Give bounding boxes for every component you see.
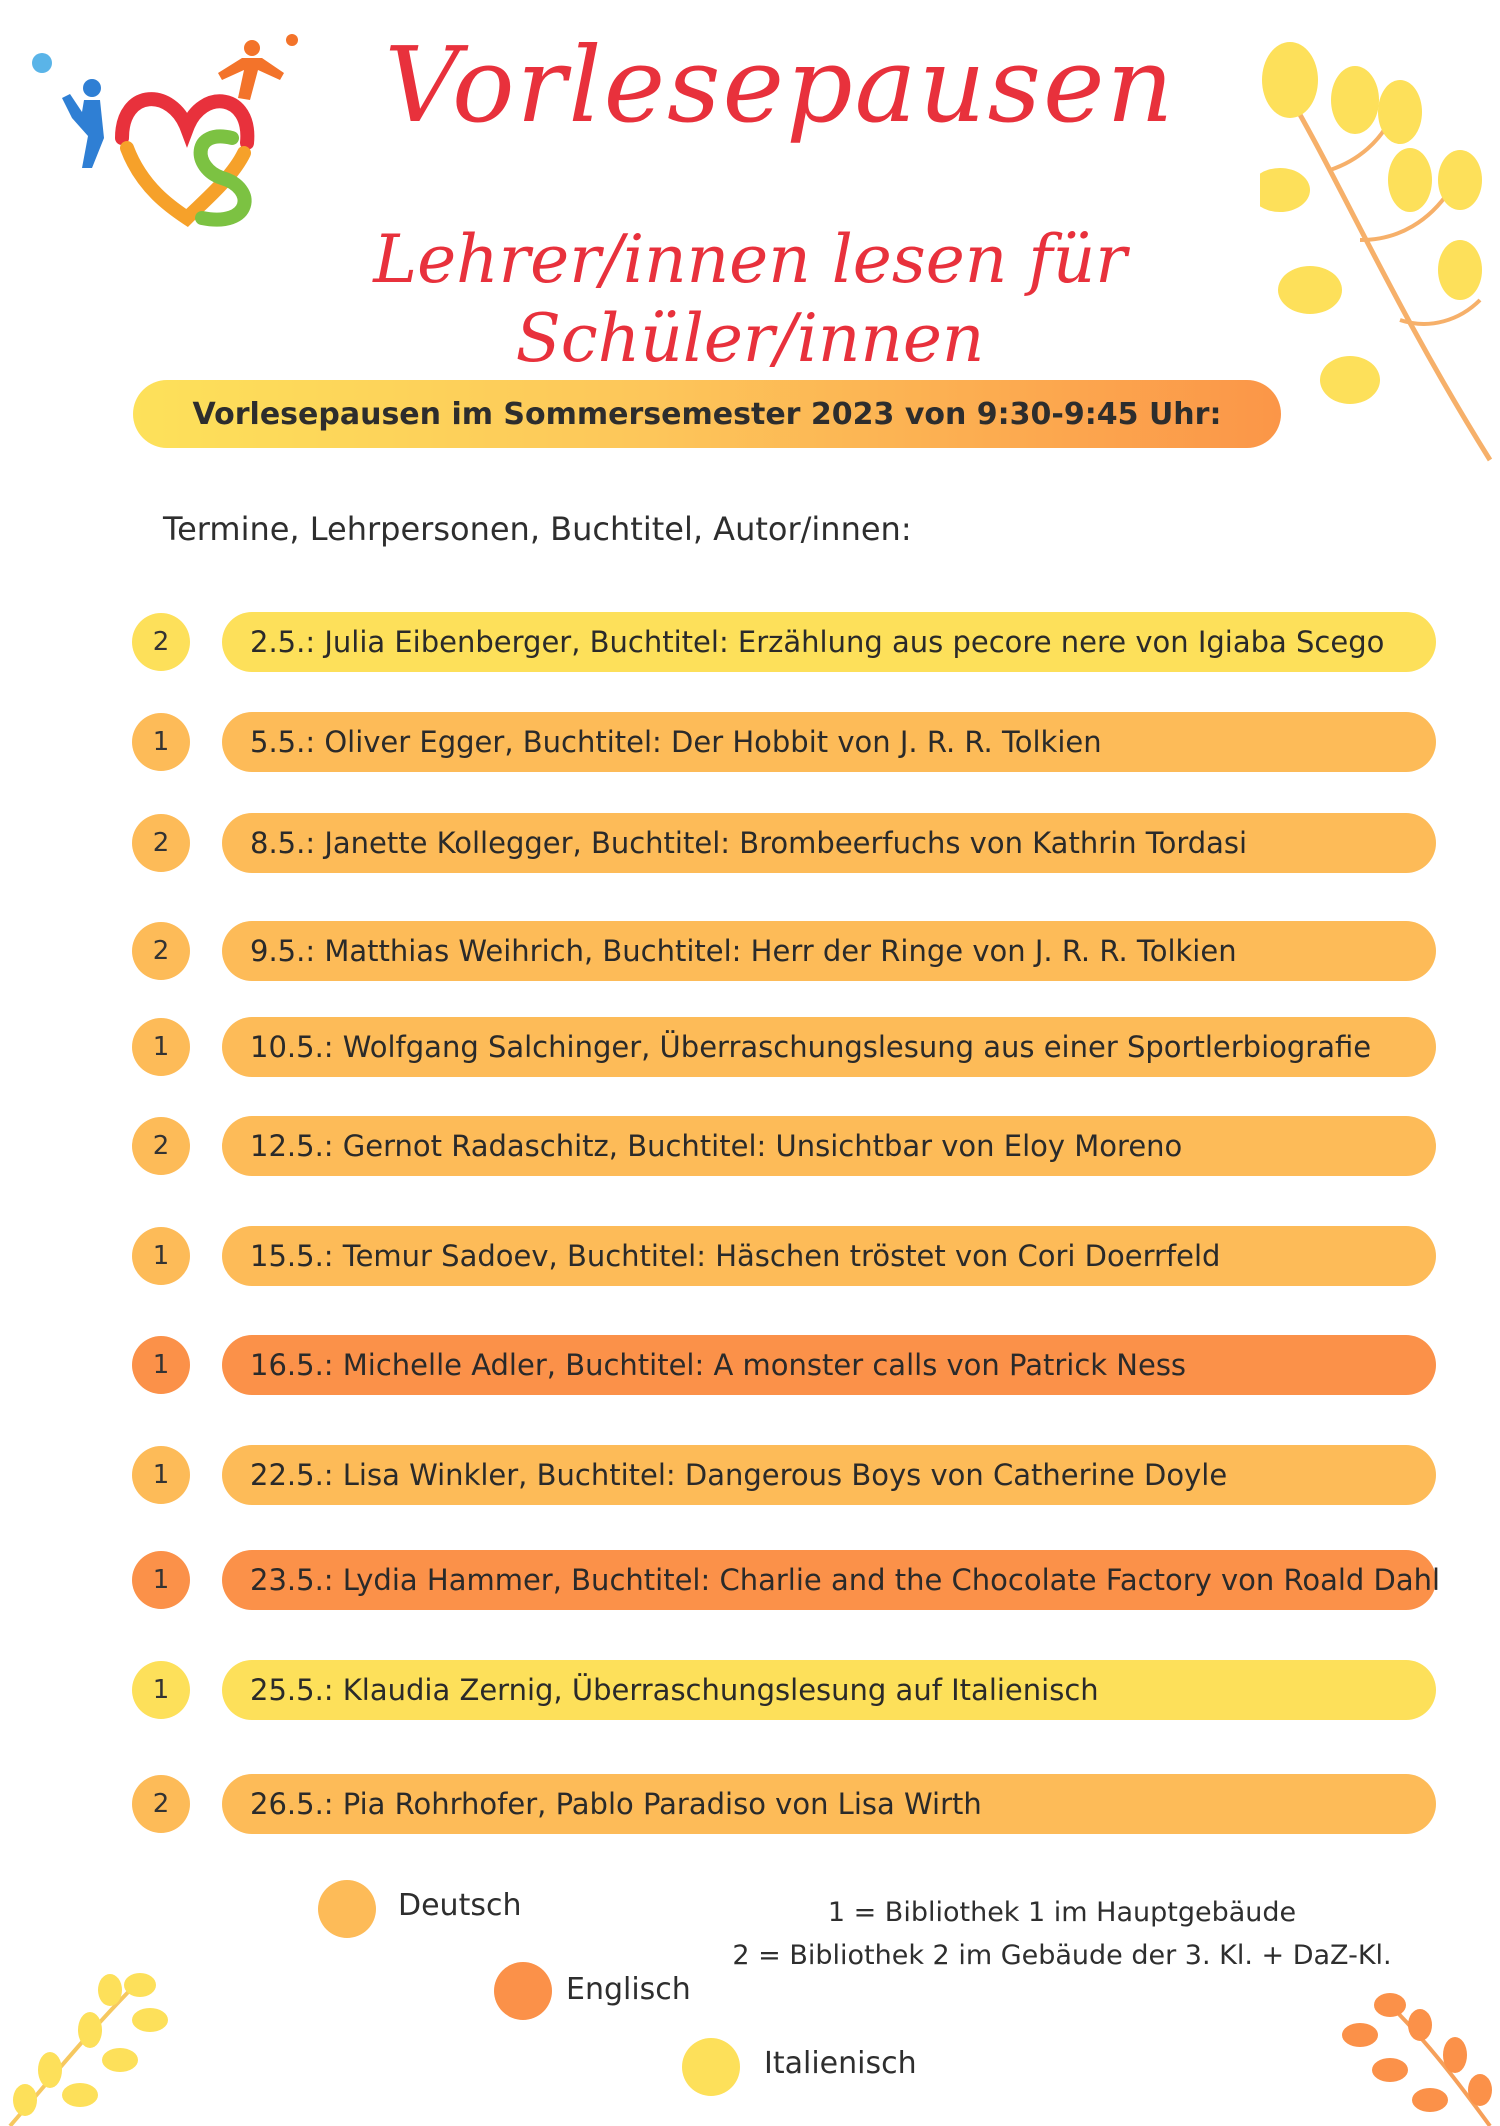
schedule-row bbox=[0, 1445, 1500, 1505]
legend-label-italienisch: Italienisch bbox=[764, 2046, 917, 2081]
library-badge: 1 bbox=[132, 1661, 190, 1719]
library-badge: 1 bbox=[132, 1018, 190, 1076]
library-badge: 2 bbox=[132, 1117, 190, 1175]
schedule-row bbox=[0, 1226, 1500, 1286]
semester-banner bbox=[133, 380, 1281, 448]
schedule-entry: 2.5.: Julia Eibenberger, Buchtitel: Erzählung aus pecore nere von Igiaba Scego bbox=[222, 612, 1436, 672]
library-badge: 2 bbox=[132, 1775, 190, 1833]
schedule-row bbox=[0, 1017, 1500, 1077]
library-badge: 1 bbox=[132, 1446, 190, 1504]
library-badge: 1 bbox=[132, 713, 190, 771]
library-badge: 1 bbox=[132, 1336, 190, 1394]
banner-text: Vorlesepausen im Sommersemester 2023 von 9:30-9:45 Uhr: bbox=[192, 396, 1222, 432]
schedule-entry: 15.5.: Temur Sadoev, Buchtitel: Häschen tröstet von Cori Doerrfeld bbox=[222, 1226, 1436, 1286]
schedule-entry: 10.5.: Wolfgang Salchinger, Überraschungslesung aus einer Sportlerbiografie bbox=[222, 1017, 1436, 1077]
schedule-row bbox=[0, 1335, 1500, 1395]
library-badge: 2 bbox=[132, 922, 190, 980]
schedule-row bbox=[0, 1550, 1500, 1610]
schedule-row bbox=[0, 612, 1500, 672]
schedule-row bbox=[0, 813, 1500, 873]
schedule-entry: 26.5.: Pia Rohrhofer, Pablo Paradiso von Lisa Wirth bbox=[222, 1774, 1436, 1834]
leaf-sprig-icon bbox=[0, 1960, 190, 2126]
schedule-row bbox=[0, 1116, 1500, 1176]
leaf-branch-icon bbox=[1260, 40, 1500, 470]
page-subtitle: Lehrer/innen lesen für Schüler/innen bbox=[373, 221, 1127, 378]
legend-label-englisch: Englisch bbox=[566, 1972, 691, 2007]
legend-dot-englisch bbox=[494, 1962, 552, 2020]
library-note-2: 2 = Bibliothek 2 im Gebäude der 3. Kl. + DaZ-Kl. bbox=[732, 1940, 1392, 1971]
schedule-row bbox=[0, 1660, 1500, 1720]
leaf-sprig-orange-icon bbox=[1330, 1985, 1500, 2126]
library-badge: 2 bbox=[132, 613, 190, 671]
schedule-entry: 12.5.: Gernot Radaschitz, Buchtitel: Unsichtbar von Eloy Moreno bbox=[222, 1116, 1436, 1176]
legend-dot-italienisch bbox=[682, 2038, 740, 2096]
schedule-row bbox=[0, 921, 1500, 981]
intro-heading: Termine, Lehrpersonen, Buchtitel, Autor/innen: bbox=[163, 510, 912, 548]
schedule-row bbox=[0, 1774, 1500, 1834]
schedule-entry: 23.5.: Lydia Hammer, Buchtitel: Charlie and the Chocolate Factory von Roald Dahl bbox=[222, 1550, 1436, 1610]
page-title: Vorlesepausen bbox=[384, 24, 1176, 146]
schedule-entry: 22.5.: Lisa Winkler, Buchtitel: Dangerous Boys von Catherine Doyle bbox=[222, 1445, 1436, 1505]
library-note-1: 1 = Bibliothek 1 im Hauptgebäude bbox=[827, 1897, 1297, 1928]
schedule-entry: 5.5.: Oliver Egger, Buchtitel: Der Hobbit von J. R. R. Tolkien bbox=[222, 712, 1436, 772]
legend-dot-deutsch bbox=[318, 1880, 376, 1938]
library-badge: 2 bbox=[132, 814, 190, 872]
school-logo-icon bbox=[22, 18, 322, 238]
schedule-entry: 25.5.: Klaudia Zernig, Überraschungslesung auf Italienisch bbox=[222, 1660, 1436, 1720]
library-badge: 1 bbox=[132, 1551, 190, 1609]
legend-label-deutsch: Deutsch bbox=[398, 1888, 522, 1923]
schedule-entry: 16.5.: Michelle Adler, Buchtitel: A monster calls von Patrick Ness bbox=[222, 1335, 1436, 1395]
schedule-entry: 9.5.: Matthias Weihrich, Buchtitel: Herr der Ringe von J. R. R. Tolkien bbox=[222, 921, 1436, 981]
schedule-entry: 8.5.: Janette Kollegger, Buchtitel: Brombeerfuchs von Kathrin Tordasi bbox=[222, 813, 1436, 873]
schedule-row bbox=[0, 712, 1500, 772]
library-badge: 1 bbox=[132, 1227, 190, 1285]
